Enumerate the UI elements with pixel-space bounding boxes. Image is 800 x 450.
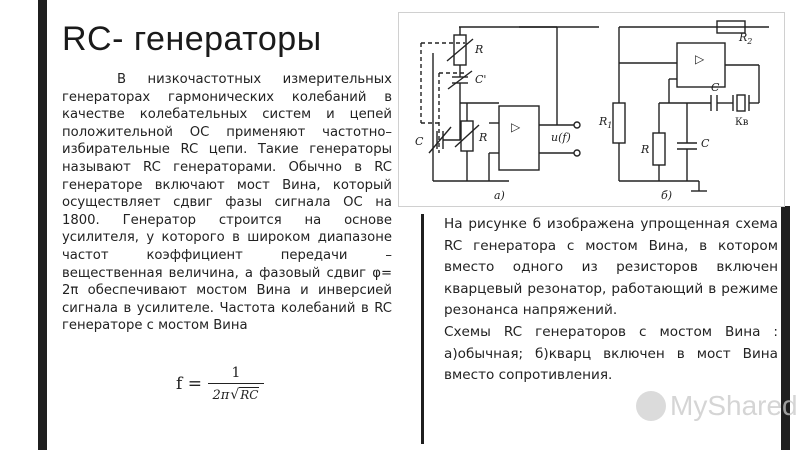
right-paragraph-1: На рисунке б изображена упрощенная схема RC генератора с мостом Вина, в котором вместо одного из резисторов включен кварцевый резонатор, работающий в режиме резонанса напряжений. [444,216,778,319]
label-r2-main: R [739,31,748,44]
circuit-diagram [398,12,785,207]
caption-a: а) [494,189,505,202]
label-r2-sub: 2 [747,37,753,46]
left-accent-bar [38,0,47,450]
watermark-logo-icon [636,391,666,421]
label-r-top: R [475,43,484,56]
amplifier-a [499,106,539,170]
circuit-svg [399,13,784,206]
right-text-block [444,214,778,387]
sqrt-icon: √ [230,387,240,404]
text-divider [421,214,424,444]
caption-b: б) [661,189,673,202]
right-paragraph-2: Схемы RC генераторов с мостом Вина : а)обычная; б)кварц включен в мост Вина вместо сопротивления. [444,323,778,384]
resistor-r-b [653,133,665,165]
amp-b-symbol: ▷ [695,52,705,66]
label-r2 [738,31,752,46]
label-c-b: C [701,137,710,150]
label-c-series: C [711,81,720,94]
crystal-resonator [737,95,745,111]
formula-den-prefix: 2π [212,387,230,403]
label-r1-main: R [599,115,608,128]
label-u: u(f) [551,131,571,144]
formula-denominator [212,384,259,403]
slide-title: RC- генераторы [62,20,322,58]
label-r-b: R [641,143,650,156]
sqrt-group [230,387,259,403]
resistor-r1 [613,103,625,143]
formula-fraction [208,365,264,403]
label-c-prime: C' [475,73,487,86]
label-kv: Кв [735,117,749,128]
label-c-left: C [415,135,424,148]
watermark [636,390,798,422]
label-r-bottom: R [479,131,488,144]
body-paragraph: В низкочастотных измерительных генераторах гармонических колебаний в качестве колебательных систем и цепей положительной ОС применяют частотно– избирательные RC цепи. Такие генераторы называют RC генераторами. Обычно в RC генераторе включают мост Вина, который осуществляет сдвиг фазы сигнала ОС на 1800. Генератор строится на основе усилителя, у которого в широком диапазоне частот коэффициент передачи – вещественная величина, а фазовый сдвиг φ= 2π обеспечивают мостом Вина и инверсией сигнала в усилителе. Частота колебаний в RC генераторе с мостом Вина [62,72,392,334]
formula-lhs: f = [176,374,202,395]
formula-sqrt-arg: RC [240,388,259,403]
formula-numerator: 1 [231,365,241,381]
watermark-text: MyShared [670,390,798,421]
label-r1-sub: 1 [607,121,613,130]
label-r1 [598,115,612,130]
frequency-formula [176,365,264,403]
amp-a-symbol: ▷ [511,120,521,134]
